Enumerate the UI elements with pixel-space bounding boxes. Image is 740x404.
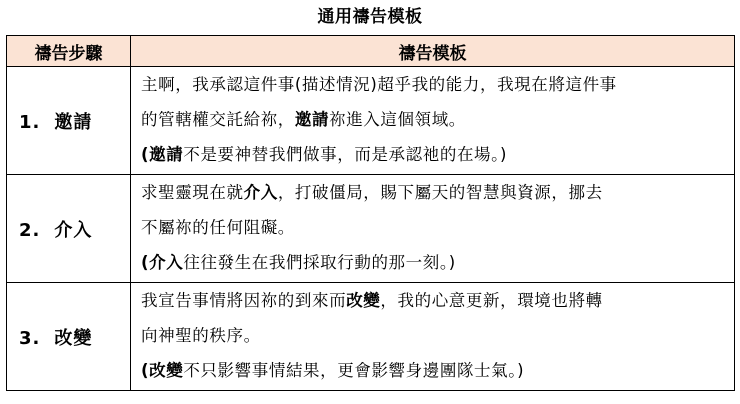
step-cell	[7, 67, 131, 175]
keyword-bold: 改變	[346, 291, 381, 310]
text-run: 不是要神替我們做事，而是承認祂的在場。)	[183, 145, 508, 164]
step-label: 改變	[54, 327, 93, 349]
text-run: 我宣告事情將因祢的到來而	[141, 291, 347, 310]
text-run: (	[141, 253, 150, 272]
text-run: 向神聖的秩序。	[141, 326, 261, 345]
template-line	[141, 175, 728, 210]
template-cell	[131, 175, 735, 283]
step-number: 1.	[19, 111, 41, 133]
header-step: 禱告步驟	[7, 36, 131, 67]
prayer-template-table	[6, 35, 735, 391]
text-run: 不屬祢的任何阻礙。	[141, 218, 295, 237]
keyword-bold: 邀請	[149, 145, 184, 164]
text-run: 不只影響事情結果，更會影響身邊團隊士氣。)	[183, 361, 525, 380]
template-cell	[131, 67, 735, 175]
text-run: 祢進入這個領域。	[329, 110, 466, 129]
table-row	[7, 175, 735, 283]
step-label: 介入	[54, 219, 93, 241]
text-run: 主啊，我承認這件事(描述情況)超乎我的能力，我現在將這件事	[141, 75, 617, 94]
text-run: (	[141, 361, 150, 380]
template-line	[141, 318, 728, 353]
template-line	[141, 210, 728, 245]
template-note	[141, 137, 728, 172]
template-line	[141, 283, 728, 318]
template-line	[141, 102, 728, 137]
keyword-bold: 介入	[243, 183, 278, 202]
step-number: 3.	[19, 327, 41, 349]
table-header-row	[7, 36, 735, 67]
keyword-bold: 邀請	[294, 110, 330, 129]
template-note	[141, 353, 728, 388]
text-run: 的管轄權交託給祢，	[141, 110, 295, 129]
text-run: 往往發生在我們採取行動的那一刻。)	[183, 253, 456, 272]
keyword-bold: 介入	[149, 253, 184, 272]
step-label: 邀請	[54, 111, 93, 133]
step-cell	[7, 175, 131, 283]
text-run: ，打破僵局，賜下屬天的智慧與資源，挪去	[277, 183, 603, 202]
text-run: (	[141, 145, 150, 164]
template-note	[141, 245, 728, 280]
text-run: 求聖靈現在就	[141, 183, 244, 202]
template-cell	[131, 283, 735, 391]
template-line	[141, 67, 728, 102]
text-run: ，我的心意更新，環境也將轉	[380, 291, 603, 310]
table-row	[7, 67, 735, 175]
step-number: 2.	[19, 219, 41, 241]
document-title: 通用禱告模板	[317, 7, 423, 27]
keyword-bold: 改變	[149, 361, 184, 380]
header-template: 禱告模板	[131, 36, 735, 67]
step-cell	[7, 283, 131, 391]
table-row	[7, 283, 735, 391]
